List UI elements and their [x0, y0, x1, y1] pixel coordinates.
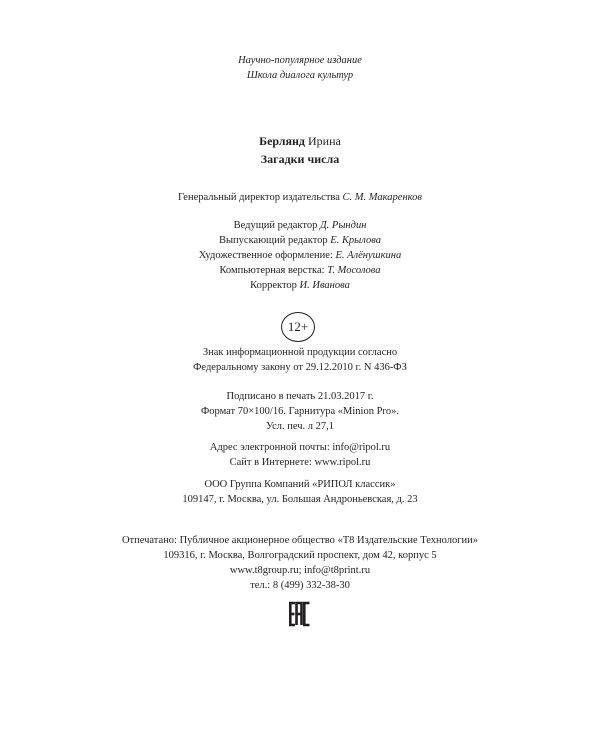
credit-name: Т. Мосолова	[327, 265, 381, 276]
credit-label: Корректор	[250, 280, 297, 291]
publisher-name: ООО Группа Компаний «РИПОЛ классик»	[204, 479, 396, 490]
info-sign-line-2: Федеральному закону от 29.12.2010 г. N 436-ФЗ	[193, 362, 407, 373]
author-surname: Берлянд	[259, 134, 305, 148]
contact-site: Сайт в Интернете: www.ripol.ru	[229, 457, 371, 468]
credit-line	[0, 234, 600, 248]
credit-label: Компьютерная верстка:	[219, 265, 325, 276]
credit-name: Д. Рындин	[319, 220, 367, 231]
credit-name: И. Иванова	[299, 280, 350, 291]
publisher-address: 109147, г. Москва, ул. Большая Андроньевская, д. 23	[182, 494, 418, 505]
credit-name: Е. Крылова	[330, 235, 381, 246]
credit-label: Ведущий редактор	[233, 220, 318, 231]
printer-line-4: тел.: 8 (499) 332-38-30	[250, 580, 350, 591]
book-title: Загадки числа	[260, 152, 340, 166]
director-line	[0, 191, 600, 205]
credit-line	[0, 219, 600, 233]
credit-line	[0, 249, 600, 263]
print-sheets: Усл. печ. л 27,1	[265, 421, 335, 432]
eac-mark-icon	[289, 601, 311, 627]
print-signed: Подписано в печать 21.03.2017 г.	[226, 391, 374, 402]
author-name: Ирина	[308, 134, 341, 148]
credit-label: Художественное оформление:	[198, 250, 333, 261]
credit-line	[0, 279, 600, 293]
printer-line-2: 109316, г. Москва, Волгоградский проспект, дом 42, корпус 5	[163, 550, 437, 561]
credit-label: Выпускающий редактор	[219, 235, 328, 246]
contact-email: Адрес электронной почты: info@ripol.ru	[209, 442, 391, 453]
credit-line	[0, 264, 600, 278]
author	[0, 134, 600, 148]
age-rating-badge: 12+	[281, 312, 315, 342]
series-line-1: Научно-популярное издание	[238, 55, 362, 66]
printer-line-3: www.t8group.ru; info@t8print.ru	[229, 565, 371, 576]
credit-name: Е. Алёнушкина	[335, 250, 402, 261]
director-label: Генеральный директор издательства	[178, 192, 340, 203]
printer-line-1: Отпечатано: Публичное акционерное общество «Т8 Издательские Технологии»	[121, 535, 479, 546]
info-sign-line-1: Знак информационной продукции согласно	[202, 347, 398, 358]
series-line-2: Школа диалога культур	[246, 70, 354, 81]
director-name: С. М. Макаренков	[342, 192, 422, 203]
print-format: Формат 70×100/16. Гарнитура «Minion Pro».	[200, 406, 400, 417]
